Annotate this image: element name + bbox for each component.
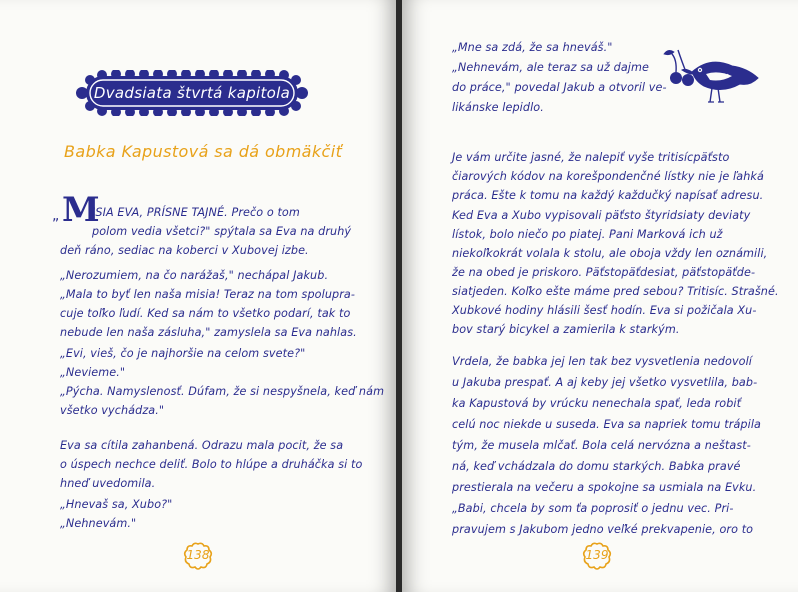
text-line: „Babi, chcela by som ťa poprosiť o jednu vec. Pri- xyxy=(452,502,734,515)
text-line: „Nevieme." xyxy=(60,366,126,379)
drop-cap: M xyxy=(62,190,100,230)
text-line: Eva sa cítila zahanbená. Odrazu mala pocit, že sa xyxy=(60,439,344,452)
text-line: Xubkové hodiny hlásili šesť hodín. Eva si požičala Xu- xyxy=(452,304,757,317)
opening-quote: „ xyxy=(52,208,60,224)
text-line: Je vám určite jasné, že nalepiť vyše tritisícpäťsto xyxy=(452,151,730,164)
text-line: „Hnevaš sa, Xubo?" xyxy=(60,498,173,511)
text-line: tým, že musela mlčať. Bola celá nervózna a neštast- xyxy=(452,439,751,452)
text-line: ná, keď vchádzala do domu starkých. Babka pravé xyxy=(452,460,741,473)
text-line: Vrdela, že babka jej len tak bez vysvetlenia nedovolí xyxy=(452,355,753,368)
text-line: „Nehnevám." xyxy=(60,517,137,530)
text-line: polom vedia všetci?" spýtala sa Eva na druhý xyxy=(92,225,352,238)
first-line: ISIA EVA, PRÍSNE TAJNÉ. Prečo o tom xyxy=(92,206,300,219)
chapter-title: Dvadsiata štvrtá kapitola xyxy=(93,84,291,102)
text-line: deň ráno, sediac na koberci v Xubovej izbe. xyxy=(60,244,309,257)
text-line: hneď uvedomila. xyxy=(60,477,156,490)
text-line: práca. Ešte k tomu na každý každučký napísať adresu. xyxy=(452,189,764,202)
text-line: „Nerozumiem, na čo narážaš," nechápal Jakub. xyxy=(60,269,329,282)
text-line: pravujem s Jakubom jedno veľké prekvapenie, oro to xyxy=(452,523,754,536)
text-line: likánske lepidlo. xyxy=(452,101,544,114)
text-line: o úspech nechce deliť. Bolo to hlúpe a druháčka si to xyxy=(60,458,363,471)
text-line: cuje toľko ľudí. Ked sa nám to všetko podarí, tak to xyxy=(60,307,351,320)
text-line: prestierala na večeru a spokojne sa usmiala na Evku. xyxy=(452,481,757,494)
text-line: do práce," povedal Jakub a otvoril ve- xyxy=(452,81,667,94)
text-line: siatjeden. Koľko ešte máme pred sebou? Tritisíc. Strašné. xyxy=(452,285,779,298)
text-line: celú noc niekde u suseda. Eva sa napriek tomu trápila xyxy=(452,418,761,431)
text-line: že na obed je priskoro. Päťstopäťdesiat, päťstopäťde- xyxy=(452,266,756,279)
text-line: nebude len naša zásluha," zamyslela sa Eva nahlas. xyxy=(60,326,357,339)
bird-and-cherries-icon xyxy=(652,42,764,118)
text-line: čiarových kódov na korešpondenčné lístky nie je ľahká xyxy=(452,170,764,183)
text-line: „Nehnevám, ale teraz sa už dajme xyxy=(452,61,649,74)
text-line: všetko vychádza." xyxy=(60,404,165,417)
text-line: lístok, bolo niečo po piatej. Pani Marková ich už xyxy=(452,228,723,241)
left-page xyxy=(0,0,396,592)
page-number: 138 xyxy=(186,548,210,562)
text-line: bov starý bicykel a zamierila k starkým. xyxy=(452,323,680,336)
text-line: „Mne sa zdá, že sa hneváš." xyxy=(452,41,613,54)
text-line: niekoľkokrát volala k stolu, ale oboja vždy len oznámili, xyxy=(452,247,768,260)
page-number: 139 xyxy=(585,548,609,562)
text-line: „Mala to byť len naša misia! Teraz na tom spolupra- xyxy=(60,288,356,301)
text-line: „Evi, vieš, čo je najhoršie na celom svete?" xyxy=(60,347,306,360)
text-line: Ked Eva a Xubo vypisovali päťsto štyridsiaty deviaty xyxy=(452,209,751,222)
text-line: „Pýcha. Namyslenosť. Dúfam, že si nespyšnela, keď nám xyxy=(60,385,385,398)
text-line: ka Kapustová by vrúcku nenechala spať, leda robiť xyxy=(452,397,742,410)
text-line: u Jakuba prespať. A aj keby jej všetko vysvetlila, bab- xyxy=(452,376,758,389)
chapter-subtitle: Babka Kapustová sa dá obmäkčiť xyxy=(64,142,343,161)
